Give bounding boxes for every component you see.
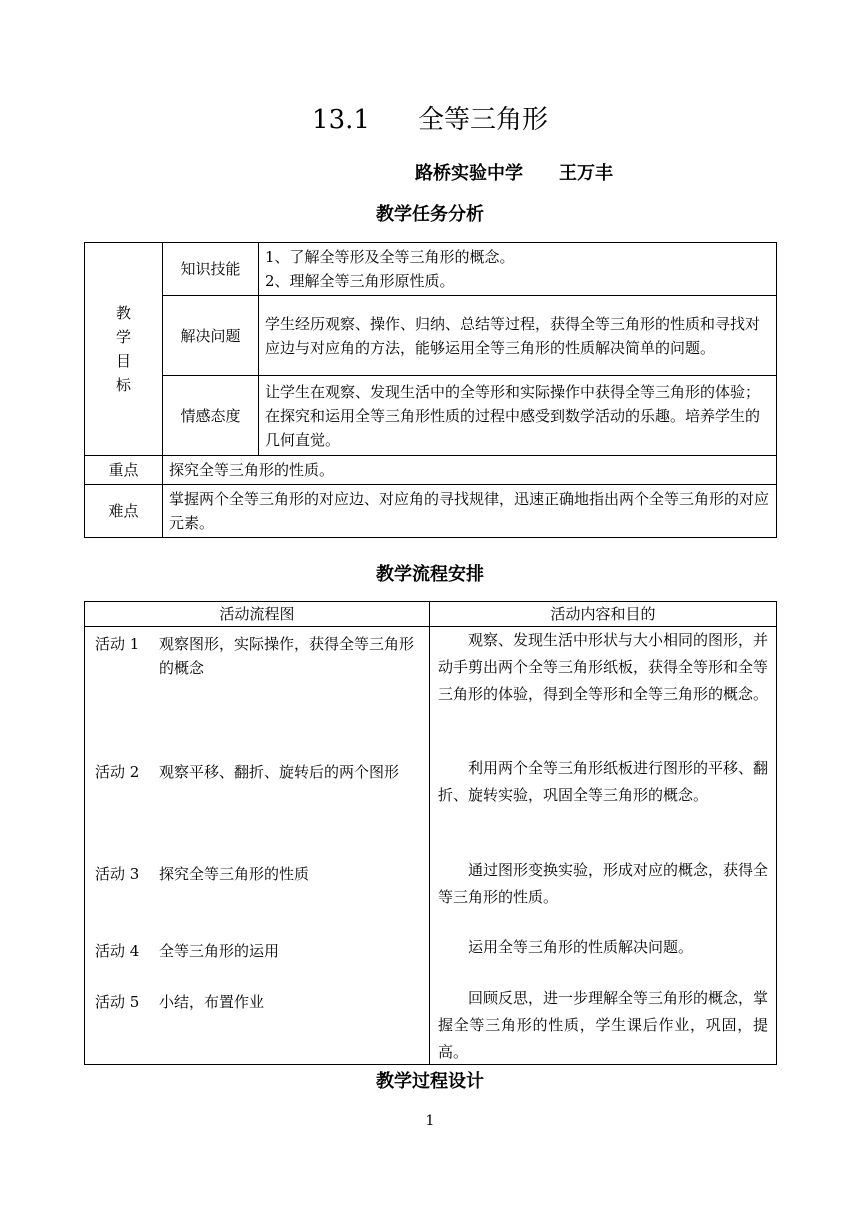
table-row (85, 243, 777, 296)
row-content: 让学生在观察、发现生活中的全等形和实际操作中获得全等三角形的体验；在探究和运用全等三角形性质的过程中感受到数学活动的乐趣。培养学生的几何直觉。 (259, 376, 777, 456)
row-content: 学生经历观察、操作、归纳、总结等过程，获得全等三角形的性质和寻找对应边与对应角的方法，能够运用全等三角形的性质解决简单的问题。 (259, 296, 777, 376)
activity-item: 活动 5 小结，布置作业 (95, 993, 265, 1011)
flow-heading: 教学流程安排 (376, 564, 484, 585)
activity-content: 回顾反思，进一步理解全等三角形的概念，掌握全等三角形的性质，学生课后作业，巩固，提高。 (438, 989, 769, 1061)
activity-content: 通过图形变换实验，形成对应的概念，获得全等三角形的性质。 (438, 861, 769, 906)
row-label: 知识技能 (163, 243, 259, 296)
row-content: 1、了解全等形及全等三角形的概念。 2、理解全等三角形原性质。 (259, 243, 777, 296)
page-number: 1 (425, 1113, 435, 1129)
content-cell (430, 627, 777, 1065)
table-row (85, 376, 777, 456)
page-title (0, 100, 860, 140)
flow-table (84, 601, 777, 1065)
table-row (85, 627, 777, 1065)
activity-item: 活动 1 观察图形，实际操作，获得全等三角形的概念 (95, 635, 415, 677)
key-content: 探究全等三角形的性质。 (163, 456, 777, 485)
school-name: 路桥实验中学 (415, 163, 523, 184)
flow-chart-cell (85, 627, 430, 1065)
row-label: 解决问题 (163, 296, 259, 376)
column-header-left: 活动流程图 (85, 602, 430, 627)
activity-item: 活动 2 观察平移、翻折、旋转后的两个图形 (95, 763, 400, 781)
goal-label: 教 学 目 标 (85, 243, 163, 456)
author-line (415, 160, 613, 188)
task-analysis-table (84, 242, 777, 538)
row-label: 情感态度 (163, 376, 259, 456)
author-name: 王万丰 (559, 163, 613, 184)
activity-content: 利用两个全等三角形纸板进行图形的平移、翻折、旋转实验，巩固全等三角形的概念。 (438, 759, 769, 804)
key-label: 重点 (85, 456, 163, 485)
activity-item: 活动 3 探究全等三角形的性质 (95, 865, 310, 883)
table-row (85, 485, 777, 538)
title-text: 全等三角形 (417, 105, 548, 135)
table-row (85, 456, 777, 485)
difficulty-label: 难点 (85, 485, 163, 538)
activity-content: 观察、发现生活中形状与大小相同的图形，并动手剪出两个全等三角形纸板，获得全等形和全等三角形的体验，得到全等形和全等三角形的概念。 (438, 631, 769, 703)
column-header-right: 活动内容和目的 (430, 602, 777, 627)
process-heading: 教学过程设计 (376, 1071, 484, 1092)
difficulty-content: 掌握两个全等三角形的对应边、对应角的寻找规律，迅速正确地指出两个全等三角形的对应元素。 (163, 485, 777, 538)
task-analysis-heading: 教学任务分析 (376, 204, 484, 225)
table-header-row (85, 602, 777, 627)
title-number: 13.1 (312, 105, 370, 135)
activity-content: 运用全等三角形的性质解决问题。 (468, 938, 694, 956)
table-row (85, 296, 777, 376)
activity-item: 活动 4 全等三角形的运用 (95, 942, 280, 960)
